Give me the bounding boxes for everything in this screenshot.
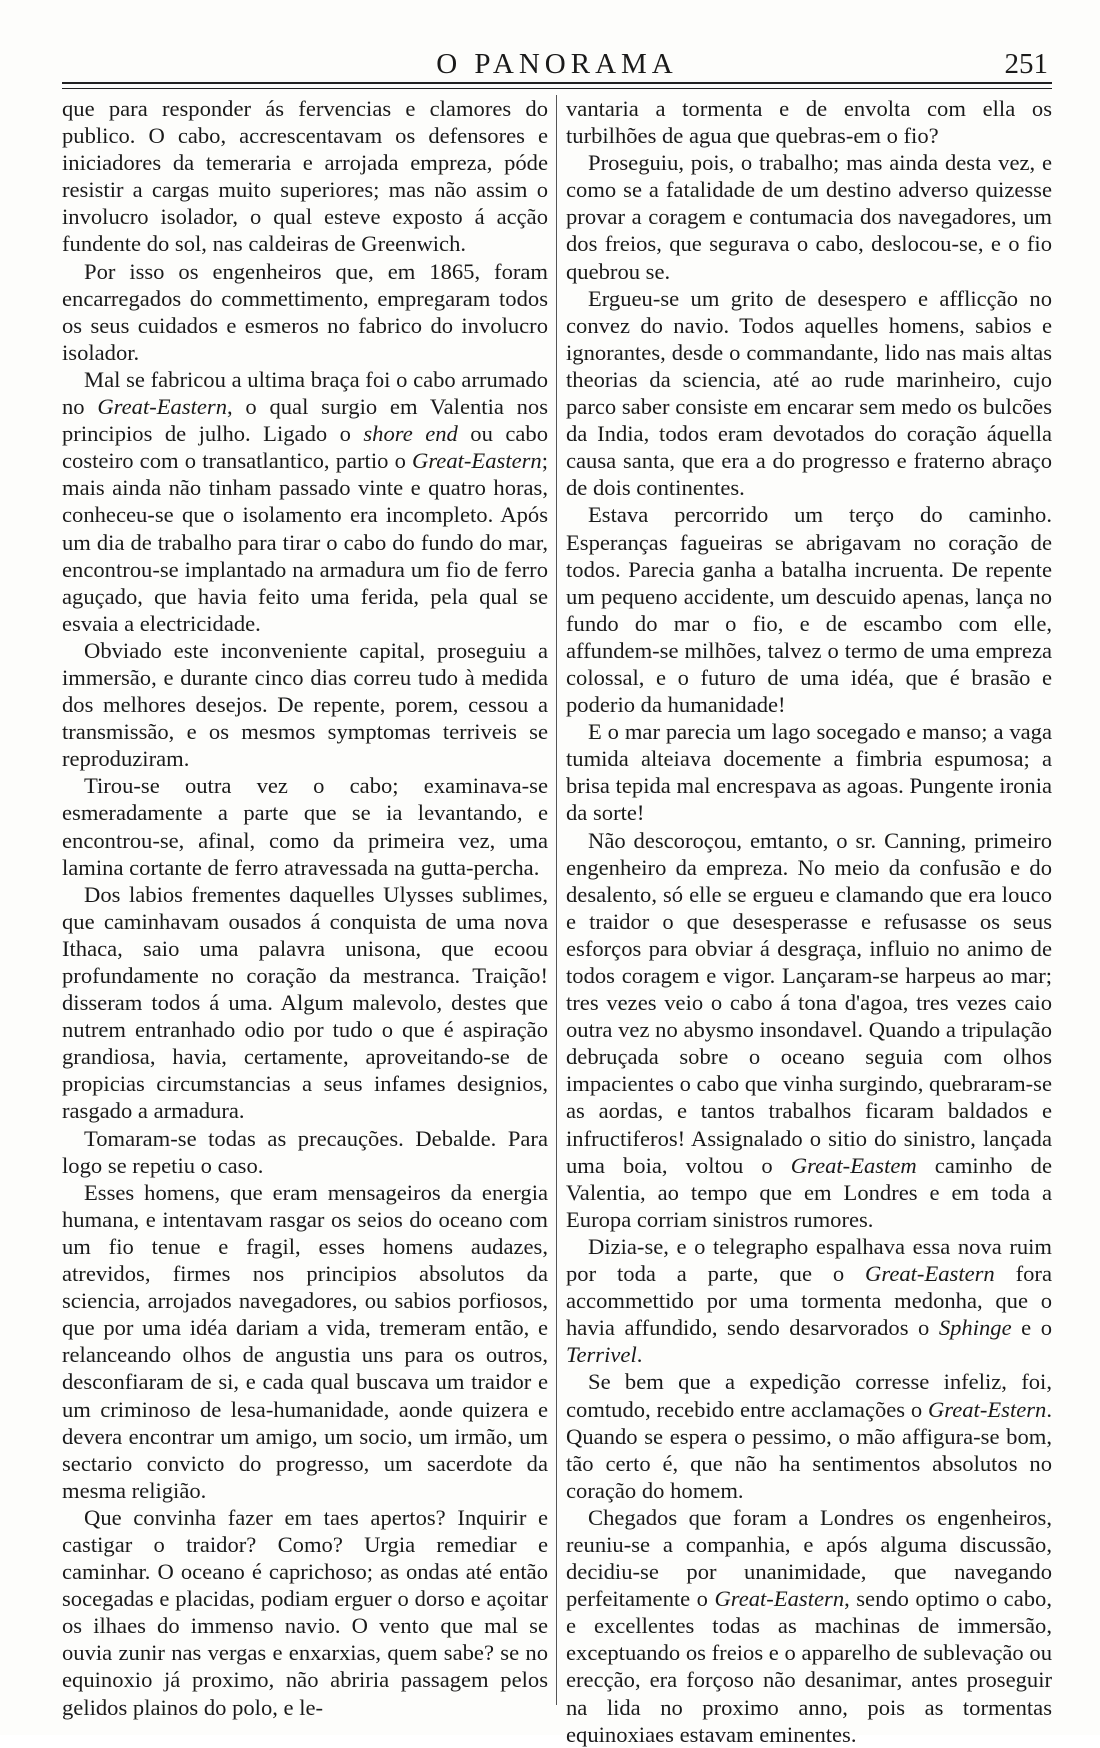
text-run: . <box>636 1342 643 1368</box>
text-run: . Quando se espera o pessimo, o mão affigura-se bom, tão certo é, que não ha sentimentos absolutos no coração do homem. <box>566 1396 1052 1503</box>
column-divider <box>556 95 557 1705</box>
italic-text: Sphinge <box>938 1315 1012 1341</box>
paragraph <box>62 1179 548 1504</box>
paragraph <box>566 501 1052 718</box>
left-column <box>62 95 548 1720</box>
paragraph <box>62 1125 548 1179</box>
right-column <box>566 95 1052 1747</box>
header-rule <box>62 82 1052 84</box>
paragraph-text: Não descoroçou, emtanto, o sr. Canning, primeiro engenheiro da empreza. No meio da confusão e do desalento, só elle se ergueu e clamando que era louco e traidor o que desesperasse e refusasse os seus esforços para obviar á desgraça, influio no animo de todos coragem e vigor. Lançaram-se harpeus ao mar; tres vezes veio o cabo á tona d'agoa, tres vezes caio outra vez no abysmo insondavel. Quando a tripulação debruçada sobre o oceano seguia com olhos impacientes o cabo que vinha surgindo, quebraram-se as aordas, e tantos trabalhos ficaram baldados e infructiferos! Assignalado o sitio do sinistro, lançada uma boia, voltou o <box>566 827 1052 1178</box>
paragraph-text: E o mar parecia um lago socegado e manso; a vaga tumida alteiava docemente a fimbria espumosa; a brisa tepida mal encrespava as agoas. Pungente ironia da sorte! <box>566 719 1052 826</box>
publication-title: O PANORAMA <box>436 48 678 80</box>
paragraph <box>62 366 548 637</box>
paragraph-text: Que convinha fazer em taes apertos? Inquirir e castigar o traidor? Como? Urgia remediar e caminhar. O oceano é caprichoso; as ondas até então socegadas e placidas, podiam erguer o dorso e açoitar os ilhaes do immenso navio. O vento que mal se ouvia zunir nas vergas e enxarxias, quem sabe? se no equinoxio já proximo, não abriria passagem pelos gelidos plainos do polo, e le- <box>62 1504 548 1720</box>
paragraph-text: que para responder ás fervencias e clamores do publico. O cabo, accrescentavam os defensores e iniciadores da temeraria e arrojada empreza, póde resistir a cargas muito superiores; mas não assim o involucro isolador, o qual esteve exposto á acção fundente do sol, nas caldeiras de Greenwich. <box>62 96 548 257</box>
paragraph-text: vantaria a tormenta e de envolta com ella os turbilhões de agua que quebras-em o fio? <box>566 96 1052 149</box>
paragraph <box>62 258 548 366</box>
paragraph <box>62 95 548 258</box>
paragraph <box>62 1504 548 1721</box>
italic-text: Great-Eastern <box>714 1586 845 1612</box>
italic-text: Terrivel <box>566 1342 637 1368</box>
paragraph-text: Proseguiu, pois, o trabalho; mas ainda desta vez, e como se a fatalidade de um destino adverso quizesse provar a coragem e contumacia dos navegadores, um dos freios, que segurava o cabo, deslocou-se, e o fio quebrou se. <box>566 150 1052 284</box>
paragraph <box>566 1368 1052 1503</box>
paragraph <box>566 1233 1052 1368</box>
italic-text: Great-Eastern <box>412 448 542 474</box>
text-run: ou cabo costeiro com o transatlantico, partio o <box>62 421 548 474</box>
text-run: fora accommettido por uma tormenta medonha, que o havia affundido, sendo desarvorados o <box>566 1261 1052 1341</box>
page-number: 251 <box>1004 48 1048 80</box>
italic-text: Great-Eastern <box>865 1261 995 1287</box>
text-run: caminho de Valentia, ao tempo que em Londres e em toda a Europa corriam sinistros rumores. <box>566 1152 1052 1232</box>
paragraph <box>566 285 1052 502</box>
paragraph-text: Tirou-se outra vez o cabo; examinava-se esmeradamente a parte que se ia levantando, e encontrou-se, afinal, como da primeira vez, uma lamina cortante de ferro atravessada na gutta-percha. <box>62 773 548 880</box>
paragraph <box>566 827 1052 1233</box>
page-header <box>62 44 1052 84</box>
text-run: , o qual surgio em Valentia nos principios de julho. Ligado o <box>62 394 548 447</box>
paragraph-text: Dos labios frementes daquelles Ulysses sublimes, que caminhavam ousados á conquista de uma nova Ithaca, saio uma palavra unisona, que ecoou profundamente no coração da mestranca. Traição! disseram todos á uma. Algum malevolo, destes que nutrem entranhado odio por tudo o que é aspiração grandiosa, havia, certamente, aproveitando-se de propicias circumstancias a seus infames designios, rasgado a armadura. <box>62 881 548 1124</box>
paragraph-text: Ergueu-se um grito de desespero e afflicção no convez do navio. Todos aquelles homens, sabios e ignorantes, desde o commandante, lido nas mais altas theorias da sciencia, até ao rude marinheiro, cujo parco saber consiste em encarar sem medo os bulcões da India, todos eram devotados do coração áquella causa santa, que era a do progresso e fraterno abraço de dois continentes. <box>566 285 1052 501</box>
paragraph <box>566 149 1052 284</box>
paragraph-text: Por isso os engenheiros que, em 1865, foram encarregados do commettimento, empregaram todos os seus cuidados e esmeros no fabrico do involucro isolador. <box>62 258 548 365</box>
paragraph <box>62 881 548 1125</box>
paragraph-text: Obviado este inconveniente capital, proseguiu a immersão, e durante cinco dias correu tudo à medida dos melhores desejos. De repente, porem, cessou a transmissão, e os mesmos symptomas terriveis se reproduziram. <box>62 637 548 772</box>
paragraph-text: Tomaram-se todas as precauções. Debalde. Para logo se repetiu o caso. <box>62 1125 548 1178</box>
text-run: Chegados que foram a Londres os engenheiros, reuniu-se a companhia, e após alguma discussão, decidiu-se por unanimidade, que navegando perfeitamente o <box>566 1504 1052 1612</box>
paragraph-text: Esses homens, que eram mensageiros da energia humana, e intentavam rasgar os seios do oceano com um fio tenue e fragil, esses homens audazes, atrevidos, firmes nos principios absolutos da sciencia, arrojados navegadores, ou sabios porfiosos, que por uma idéa dariam a vida, tremeram então, e relanceando olhos de angustia uns para os outros, desconfiaram de si, e cada qual buscava um traidor e um criminoso de lesa-humanidade, aonde quizera e devera encontrar um amigo, um socio, um irmão, um sectario convicto do progresso, um sacerdote da mesma religião. <box>62 1179 548 1503</box>
italic-text: Great-Eastem <box>790 1152 917 1178</box>
italic-text: shore end <box>363 421 458 447</box>
text-run: ; mais ainda não tinham passado vinte e quatro horas, conheceu-se que o isolamento era incompleto. Após um dia de trabalho para tirar o cabo do fundo do mar, encontrou-se implantado na armadura um fio de ferro aguçado, que havia feito uma ferida, pela qual se esvaia a electricidade. <box>62 448 548 636</box>
header-rule-thin <box>62 88 1052 89</box>
paragraph <box>62 637 548 772</box>
italic-text: Great-Eastern <box>97 394 228 420</box>
italic-text: Great-Estern <box>927 1396 1047 1422</box>
text-run: Se bem que a expedição corresse infeliz, foi, comtudo, recebido entre acclamações o <box>566 1369 1052 1422</box>
text-run: e o <box>1011 1315 1052 1341</box>
text-run: , sendo optimo o cabo, e excellentes todas as machinas de immersão, exceptuando os freios e o apparelho de sublevação ou erecção, era forçoso não desanimar, antes proseguir na lida no proximo anno, pois as tormentas equinoxiaes estavam eminentes. <box>566 1586 1052 1747</box>
paragraph <box>566 718 1052 826</box>
paragraph <box>566 1504 1052 1748</box>
text-run: Mal se fabricou a ultima braça foi o cabo arrumado no <box>62 366 548 420</box>
text-run: Dizia-se, e o telegrapho espalhava essa nova ruim por toda a parte, que o <box>566 1233 1052 1287</box>
paragraph <box>566 95 1052 149</box>
paragraph <box>62 772 548 880</box>
paragraph-text: Estava percorrido um terço do caminho. Esperanças fagueiras se abrigavam no coração de todos. Parecia ganha a batalha incruenta. De repente um pequeno accidente, um descuido apenas, lança no fundo do mar o fio, e de escambo com elle, affundem-se milhões, talvez o termo de uma empreza colossal, e o futuro de uma idéa, que é brasão e poderio da humanidade! <box>566 502 1052 718</box>
